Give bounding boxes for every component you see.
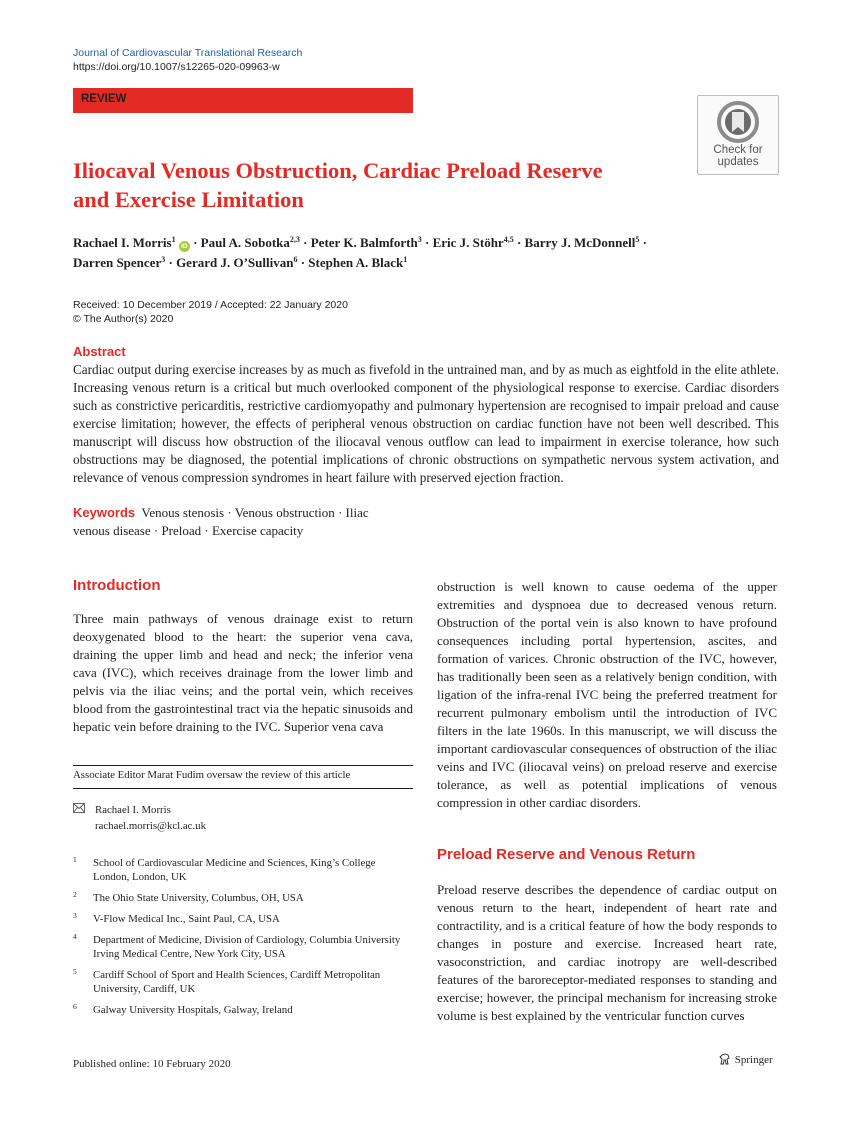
affiliation-number: 2 bbox=[73, 890, 77, 899]
author-name: Rachael I. Morris bbox=[73, 235, 172, 250]
article-dates bbox=[73, 298, 348, 326]
author-name: Gerard J. O’Sullivan bbox=[176, 255, 294, 270]
author-name: Darren Spencer bbox=[73, 255, 162, 270]
badge-line-1: Check for bbox=[713, 144, 763, 156]
envelope-icon bbox=[73, 803, 85, 813]
footnote-rule-top bbox=[73, 765, 413, 766]
author-affiliation-ref: 4,5 bbox=[503, 235, 514, 244]
author-name: Barry J. McDonnell bbox=[524, 235, 636, 250]
keywords-text: Venous stenosis · Venous obstruction · Iliac venous disease · Preload · Exercise capacity bbox=[73, 505, 369, 538]
author-affiliation-ref: 3 bbox=[161, 255, 166, 264]
journal-header bbox=[73, 46, 302, 74]
affiliation-text: V-Flow Medical Inc., Saint Paul, CA, USA bbox=[93, 913, 280, 925]
author-affiliation-ref: 6 bbox=[293, 255, 298, 264]
affiliations-list bbox=[73, 856, 413, 1024]
keywords bbox=[73, 504, 403, 540]
abstract-text: Cardiac output during exercise increases by as much as fivefold in the untrained man, and by as much as eightfold in the elite athlete. Increasing venous return is a critical but much overlooked component of the physiological response to exercise. Cardiac disorders such as constrictive pericarditis, restrictive cardiomyopathy and pulmonary hypertension are recognised to impair preload and cause exercise limitation; however, the effects of peripheral venous obstruction on cardiac function have not been well described. This manuscript will discuss how obstruction of the iliocaval venous outflow can lead to impairment in exercise tolerance, how such obstructions may be diagnosed, the potential implications of chronic obstructions on sympathetic nervous system activation, and relevance of venous compression syndromes in heart failure with preserved ejection fraction. bbox=[73, 362, 779, 485]
affiliation-text: Cardiff School of Sport and Health Sciences, Cardiff Metropolitan University, Cardiff, UK bbox=[93, 969, 381, 995]
preload-paragraph-1: Preload reserve describes the dependence of cardiac output on venous return to the heart, independent of heart rate and contractility, and is a critical feature of how the body responds to changes in posture and exercise. Increased heart rate, vasoconstriction, and cardiac inotropy are well-described features of the baroreceptor-mediated responses to standing and exercise; however, the principal mechanism for increasing stroke volume is best explained by the ventricular function curves bbox=[437, 882, 777, 1023]
springer-horse-icon bbox=[718, 1052, 732, 1066]
author-name: Paul A. Sobotka bbox=[200, 235, 290, 250]
check-for-updates-badge[interactable] bbox=[697, 95, 779, 175]
affiliation-text: Galway University Hospitals, Galway, Ireland bbox=[93, 1004, 293, 1016]
affiliation-text: School of Cardiovascular Medicine and Sciences, King’s College London, London, UK bbox=[93, 857, 376, 883]
keywords-heading: Keywords bbox=[73, 505, 136, 520]
received-accepted-dates: Received: 10 December 2019 / Accepted: 22 January 2020 bbox=[73, 299, 348, 311]
author-affiliation-ref: 2,3 bbox=[289, 235, 300, 244]
article-type-label: REVIEW bbox=[81, 93, 127, 105]
introduction-paragraph-continued: obstruction is well known to cause oedema of the upper extremities and dyspnoea due to decreased venous return. Obstruction of the portal vein is also known to have profound consequences including portal hypertension, ascites, and formation of varices. Chronic obstruction of the IVC, however, has traditionally been seen as a relatively benign condition, with ligation of the infra-renal IVC being the preferred treatment for recurrent pulmonary embolism until the introduction of IVC filters in the late 1960s. In this manuscript, we will discuss the important cardiovascular consequences of obstruction of the iliac veins and IVC (iliocaval veins) on preload reserve and exercise tolerance, as well as potential implications of venous compression in other cardiac disorders. bbox=[437, 579, 777, 810]
author-affiliation-ref: 5 bbox=[635, 235, 640, 244]
doi-link[interactable]: https://doi.org/10.1007/s12265-020-09963-w bbox=[73, 61, 280, 73]
preload-section-body bbox=[437, 881, 777, 1025]
affiliation-item bbox=[73, 856, 413, 884]
affiliation-text: The Ohio State University, Columbus, OH, USA bbox=[93, 892, 304, 904]
published-online: Published online: 10 February 2020 bbox=[73, 1058, 231, 1070]
author-affiliation-ref: 1 bbox=[171, 235, 176, 244]
author-name: Stephen A. Black bbox=[308, 255, 404, 270]
author-line-1: Rachael I. Morris$^1$ iD · Paul A. Sobotka$^{2,3}$ · Peter K. Balmforth$^3$ · Eric J. Stöhr$^{4,5}$ · Barry J. McDonnell$^5$ · bbox=[73, 235, 647, 250]
introduction-paragraph-1: Three main pathways of venous drainage exist to return deoxygenated blood to the heart: the superior vena cava, draining the upper limb and head and neck; the inferior vena cava (IVC), which receives drainage from the lower limb and pelvis via the iliac veins; and the portal vein, which receives blood from the gastrointestinal tract via the hepatic sinusoids and hepatic vein before draining to the IVC. Superior vena cava bbox=[73, 611, 413, 734]
affiliation-number: 5 bbox=[73, 967, 77, 976]
corresponding-email[interactable]: rachael.morris@kcl.ac.uk bbox=[95, 820, 206, 832]
orcid-icon[interactable]: iD bbox=[179, 241, 190, 252]
copyright-line: © The Author(s) 2020 bbox=[73, 313, 174, 325]
affiliation-number: 6 bbox=[73, 1002, 77, 1011]
title-line-1: Iliocaval Venous Obstruction, Cardiac Preload Reserve bbox=[73, 158, 603, 183]
author-list bbox=[73, 233, 773, 273]
corresponding-name: Rachael I. Morris bbox=[95, 804, 171, 816]
affiliation-number: 4 bbox=[73, 932, 77, 941]
title-line-2: and Exercise Limitation bbox=[73, 187, 304, 212]
article-title bbox=[73, 156, 693, 214]
affiliation-item bbox=[73, 891, 413, 905]
crossmark-icon bbox=[716, 100, 760, 144]
badge-line-2: updates bbox=[717, 156, 759, 168]
journal-name[interactable]: Journal of Cardiovascular Translational Research bbox=[73, 47, 303, 59]
introduction-left-column bbox=[73, 610, 413, 736]
corresponding-details bbox=[95, 802, 206, 834]
article-type-bar bbox=[73, 88, 413, 113]
abstract-heading: Abstract bbox=[73, 344, 126, 359]
affiliation-item bbox=[73, 933, 413, 961]
author-name: Peter K. Balmforth bbox=[310, 235, 418, 250]
author-line-2: Darren Spencer$^3$ · Gerard J. O’Sullivan$^6$ · Stephen A. Black$^1$ bbox=[73, 255, 408, 270]
author-name: Eric J. Stöhr bbox=[432, 235, 504, 250]
badge-text bbox=[698, 144, 778, 168]
footnote-rule-bottom bbox=[73, 788, 413, 789]
editor-note: Associate Editor Marat Fudim oversaw the review of this article bbox=[73, 769, 351, 781]
affiliation-number: 1 bbox=[73, 855, 77, 864]
author-affiliation-ref: 3 bbox=[417, 235, 422, 244]
affiliation-item bbox=[73, 1003, 413, 1017]
affiliation-number: 3 bbox=[73, 911, 77, 920]
publisher-logo[interactable] bbox=[718, 1052, 773, 1066]
publisher-name: Springer bbox=[734, 1054, 773, 1066]
preload-section-heading: Preload Reserve and Venous Return bbox=[437, 846, 696, 863]
introduction-heading: Introduction bbox=[73, 577, 161, 594]
affiliation-item bbox=[73, 968, 413, 996]
affiliation-item bbox=[73, 912, 413, 926]
introduction-right-column bbox=[437, 578, 777, 812]
affiliation-text: Department of Medicine, Division of Cardiology, Columbia University Irving Medical Centre, New York City, USA bbox=[93, 934, 401, 960]
author-affiliation-ref: 1 bbox=[403, 255, 408, 264]
